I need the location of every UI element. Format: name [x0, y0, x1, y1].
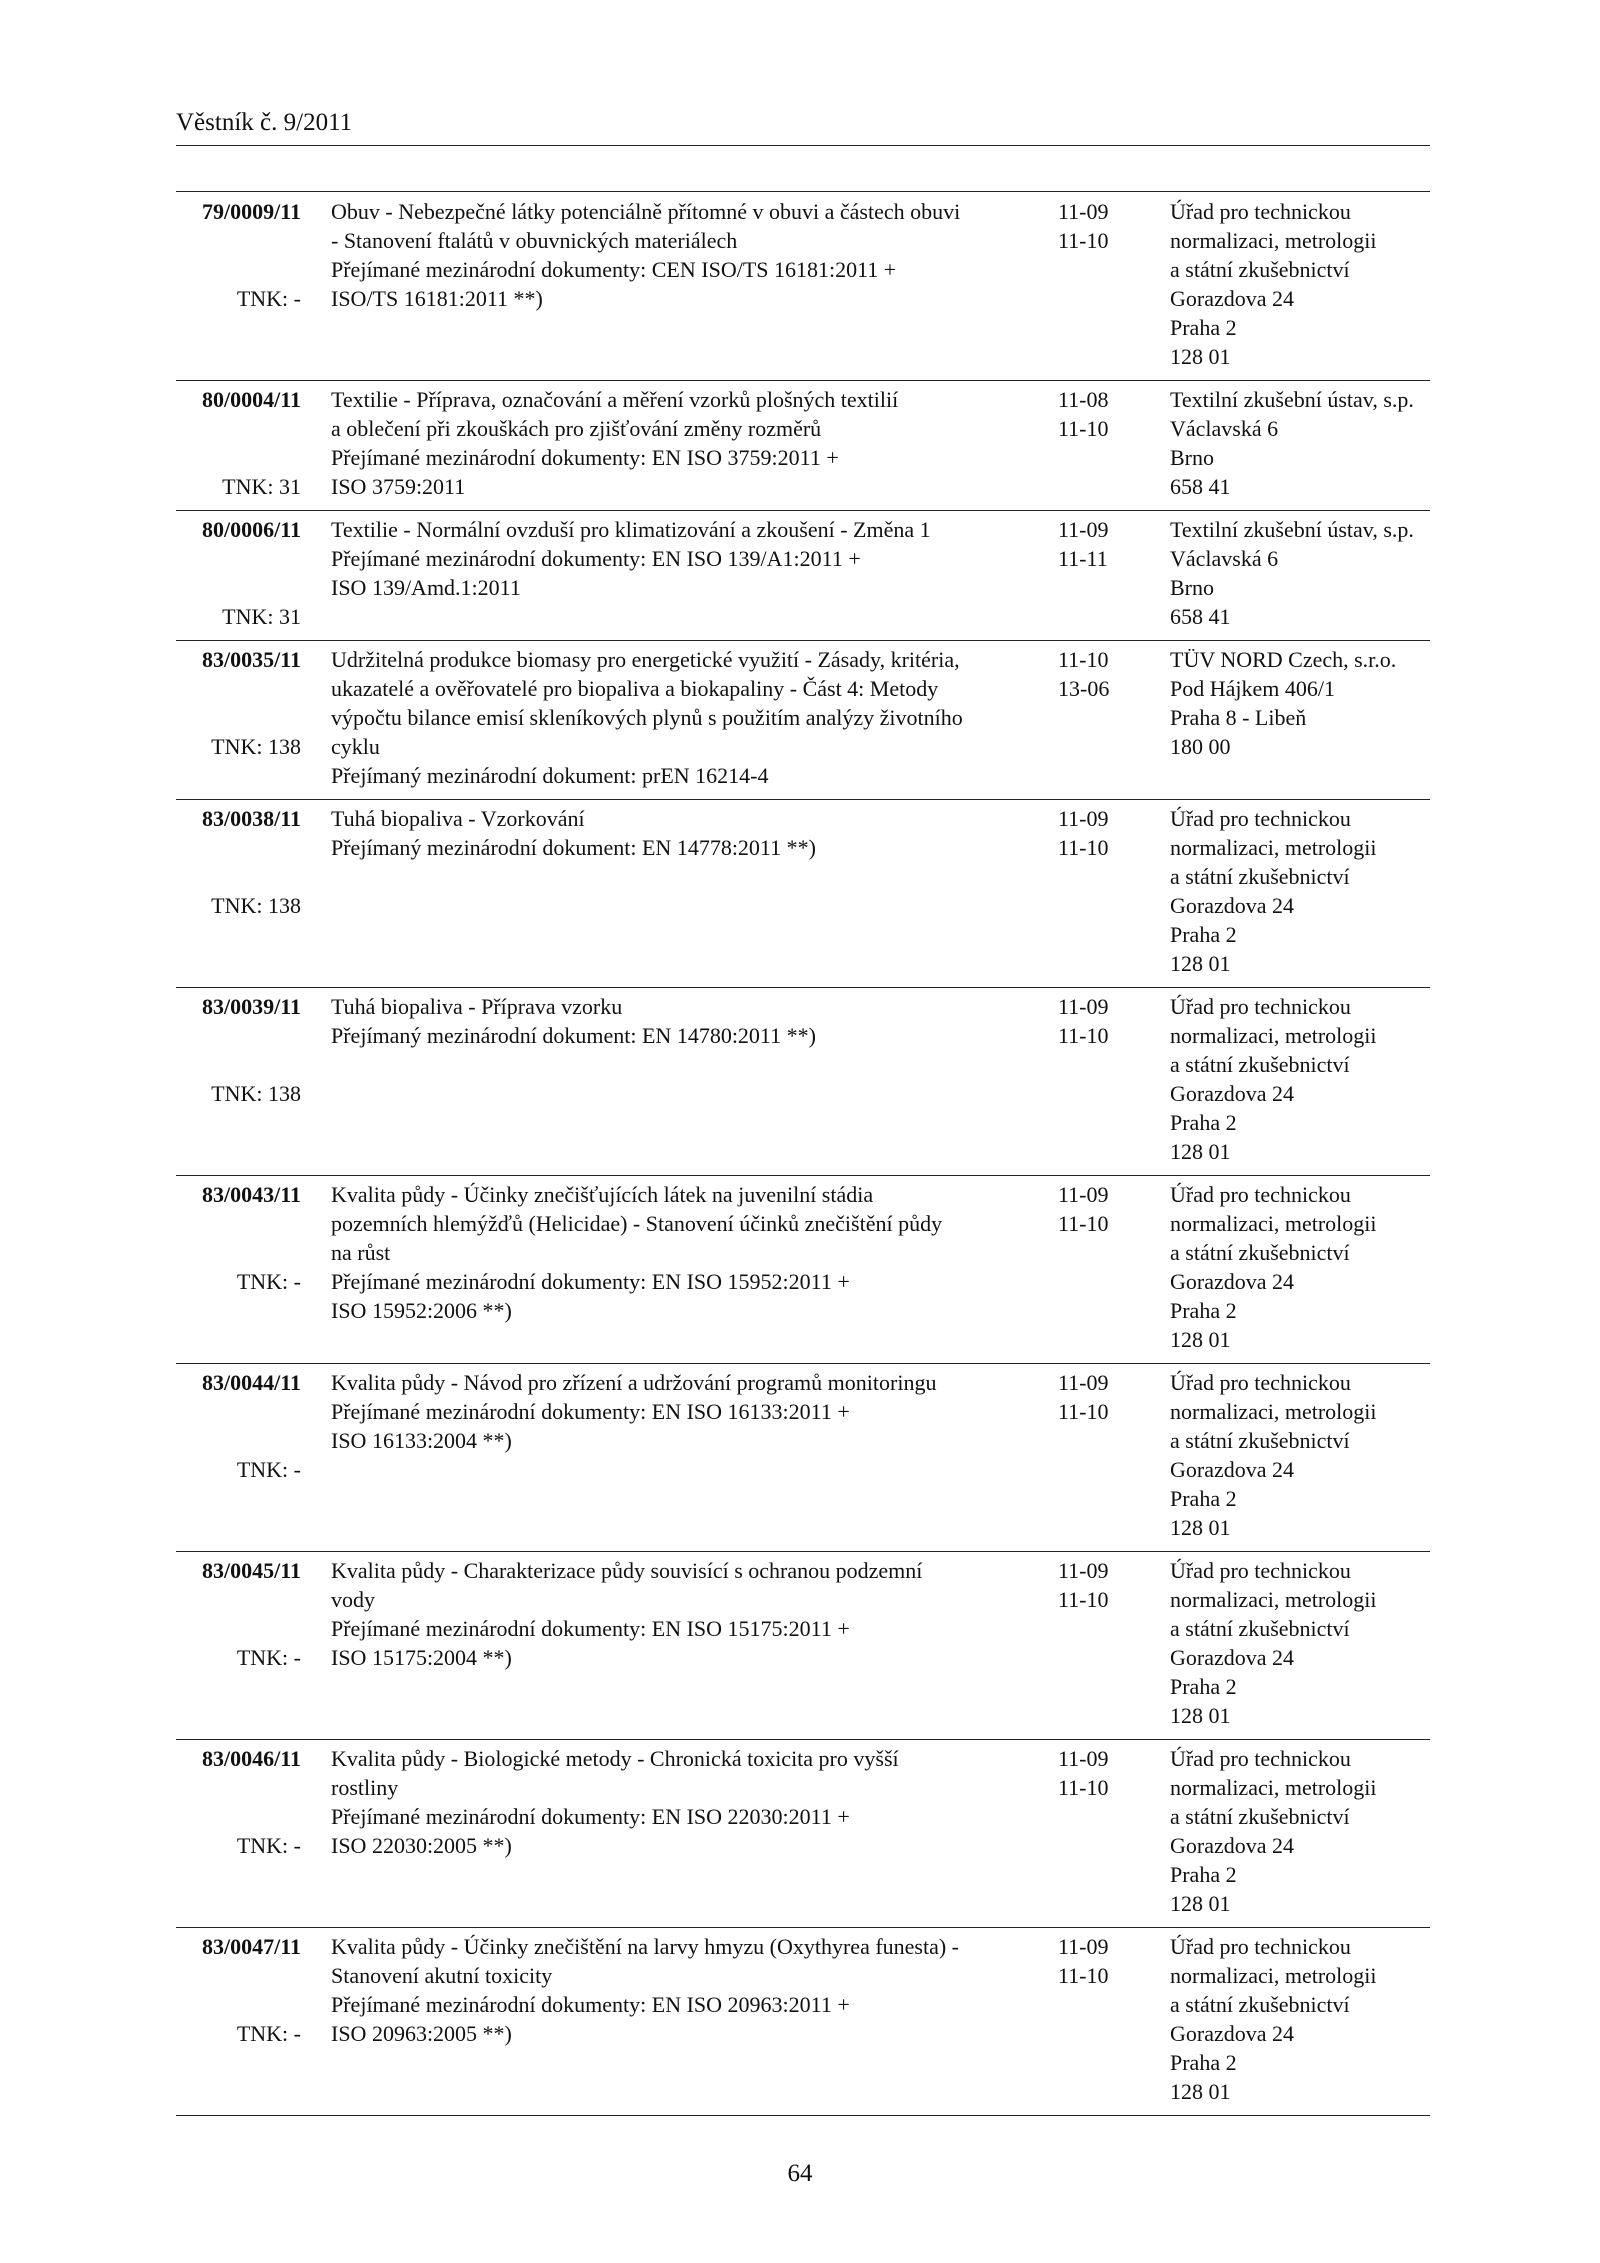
entry-id-cell: [176, 1368, 301, 1543]
entry-title: [331, 1932, 1031, 2048]
entry-code: 83/0047/11: [201, 1934, 301, 1959]
entry-id-cell: [176, 1556, 301, 1731]
table-row: [176, 1552, 1430, 1740]
date-line: 11-09: [1058, 1182, 1109, 1207]
entry-address: [1170, 197, 1440, 371]
entry-address: [1170, 1556, 1440, 1730]
title-line: ISO 15175:2004 **): [331, 1645, 512, 1670]
address-line: a státní zkušebnictví: [1170, 1616, 1350, 1641]
entry-tnk: TNK: 31: [222, 474, 301, 499]
address-line: Gorazdova 24: [1170, 286, 1295, 311]
address-line: Gorazdova 24: [1170, 1833, 1295, 1858]
table-row: [176, 800, 1430, 988]
address-line: normalizaci, metrologii: [1170, 1399, 1377, 1424]
date-line: 11-10: [1058, 835, 1109, 860]
date-line: 11-09: [1058, 806, 1109, 831]
title-line: - Stanovení ftalátů v obuvnických materiálech: [331, 228, 738, 253]
entry-tnk: TNK: 138: [211, 1081, 301, 1106]
date-line: 11-09: [1058, 517, 1109, 542]
entry-tnk: TNK: 138: [211, 893, 301, 918]
address-line: Praha 2: [1170, 1674, 1237, 1699]
title-line: Kvalita půdy - Biologické metody - Chronická toxicita pro vyšší: [331, 1746, 899, 1771]
address-line: normalizaci, metrologii: [1170, 1963, 1377, 1988]
title-line: pozemních hlemýžďů (Helicidae) - Stanovení účinků znečištění půdy: [331, 1211, 943, 1236]
address-line: Gorazdova 24: [1170, 1457, 1295, 1482]
entry-code: 83/0038/11: [201, 806, 301, 831]
address-line: Úřad pro technickou: [1170, 1558, 1351, 1583]
entry-code: 80/0004/11: [201, 387, 301, 412]
entry-title: [331, 1368, 1031, 1455]
entry-dates: [1058, 197, 1138, 255]
address-line: 128 01: [1170, 1515, 1231, 1540]
title-line: ISO 20963:2005 **): [331, 2021, 512, 2046]
entry-dates: [1058, 515, 1138, 573]
entry-code: 83/0035/11: [201, 647, 301, 672]
address-line: Úřad pro technickou: [1170, 806, 1351, 831]
entry-tnk: TNK: 31: [222, 604, 301, 629]
title-line: Přejímané mezinárodní dokumenty: EN ISO 20963:2011 +: [331, 1992, 850, 2017]
entry-id-cell: [176, 1932, 301, 2107]
title-line: Kvalita půdy - Charakterizace půdy souvisící s ochranou podzemní: [331, 1558, 923, 1583]
address-line: Gorazdova 24: [1170, 1081, 1295, 1106]
address-line: Václavská 6: [1170, 546, 1279, 571]
entry-tnk: TNK: -: [236, 286, 301, 311]
address-line: a státní zkušebnictví: [1170, 1240, 1350, 1265]
address-line: Gorazdova 24: [1170, 893, 1295, 918]
title-line: ISO 3759:2011: [331, 474, 466, 499]
entry-dates: [1058, 385, 1138, 443]
entry-code: 80/0006/11: [201, 517, 301, 542]
title-line: rostliny: [331, 1775, 399, 1800]
address-line: TÜV NORD Czech, s.r.o.: [1170, 647, 1397, 672]
title-line: Přejímaný mezinárodní dokument: EN 14778:2011 **): [331, 835, 816, 860]
table-row: [176, 1364, 1430, 1552]
title-line: Textilie - Příprava, označování a měření vzorků plošných textilií: [331, 387, 899, 412]
entry-title: [331, 804, 1031, 862]
address-line: normalizaci, metrologii: [1170, 835, 1377, 860]
entry-id-cell: [176, 992, 301, 1167]
entry-id-cell: [176, 385, 301, 502]
address-line: Gorazdova 24: [1170, 1645, 1295, 1670]
entry-address: [1170, 1744, 1440, 1918]
table-top-rule: [176, 191, 1430, 192]
entry-code: 83/0043/11: [201, 1182, 301, 1207]
entry-id-cell: [176, 1180, 301, 1355]
date-line: 11-11: [1058, 546, 1108, 571]
address-line: Úřad pro technickou: [1170, 1746, 1351, 1771]
title-line: Kvalita půdy - Účinky znečišťujících látek na juvenilní stádia: [331, 1182, 874, 1207]
entry-id-cell: [176, 197, 301, 372]
date-line: 11-10: [1058, 1399, 1109, 1424]
title-line: Stanovení akutní toxicity: [331, 1963, 553, 1988]
entry-address: [1170, 1932, 1440, 2106]
entry-dates: [1058, 1368, 1138, 1426]
address-line: a státní zkušebnictví: [1170, 864, 1350, 889]
entry-tnk: TNK: 138: [211, 734, 301, 759]
title-line: Přejímané mezinárodní dokumenty: EN ISO 15175:2011 +: [331, 1616, 850, 1641]
entry-title: [331, 197, 1031, 313]
address-line: a státní zkušebnictví: [1170, 257, 1350, 282]
entry-id-cell: [176, 804, 301, 979]
date-line: 11-10: [1058, 1587, 1109, 1612]
title-line: Přejímané mezinárodní dokumenty: EN ISO 3759:2011 +: [331, 445, 839, 470]
address-line: Praha 2: [1170, 1862, 1237, 1887]
address-line: 128 01: [1170, 1703, 1231, 1728]
table-row: [176, 1176, 1430, 1364]
title-line: ukazatelé a ověřovatelé pro biopaliva a biokapaliny - Část 4: Metody: [331, 676, 939, 701]
address-line: 128 01: [1170, 344, 1231, 369]
title-line: ISO 139/Amd.1:2011: [331, 575, 521, 600]
title-line: ISO 22030:2005 **): [331, 1833, 512, 1858]
entry-title: [331, 645, 1031, 790]
address-line: Praha 2: [1170, 922, 1237, 947]
address-line: Praha 2: [1170, 1110, 1237, 1135]
date-line: 11-10: [1058, 1775, 1109, 1800]
entry-tnk: TNK: -: [236, 1269, 301, 1294]
address-line: a státní zkušebnictví: [1170, 1052, 1350, 1077]
table-row: [176, 381, 1430, 511]
entry-dates: [1058, 1556, 1138, 1614]
title-line: Přejímané mezinárodní dokumenty: EN ISO 15952:2011 +: [331, 1269, 850, 1294]
address-line: normalizaci, metrologii: [1170, 1211, 1377, 1236]
date-line: 11-10: [1058, 416, 1109, 441]
header-divider: [176, 145, 1430, 146]
table-row: [176, 1740, 1430, 1928]
title-line: Přejímané mezinárodní dokumenty: EN ISO 16133:2011 +: [331, 1399, 850, 1424]
entry-tnk: TNK: -: [236, 1645, 301, 1670]
address-line: a státní zkušebnictví: [1170, 1992, 1350, 2017]
table-row: [176, 1928, 1430, 2116]
date-line: 11-09: [1058, 199, 1109, 224]
address-line: Textilní zkušební ústav, s.p.: [1170, 387, 1414, 412]
entry-dates: [1058, 1180, 1138, 1238]
entry-dates: [1058, 1744, 1138, 1802]
address-line: Úřad pro technickou: [1170, 994, 1351, 1019]
date-line: 11-09: [1058, 1370, 1109, 1395]
entry-code: 83/0044/11: [201, 1370, 301, 1395]
entry-code: 83/0045/11: [201, 1558, 301, 1583]
entry-address: [1170, 515, 1440, 631]
entry-id-cell: [176, 515, 301, 632]
address-line: Praha 2: [1170, 1486, 1237, 1511]
title-line: Přejímaný mezinárodní dokument: EN 14780:2011 **): [331, 1023, 816, 1048]
title-line: Přejímané mezinárodní dokumenty: CEN ISO/TS 16181:2011 +: [331, 257, 897, 282]
title-line: na růst: [331, 1240, 391, 1265]
entry-address: [1170, 804, 1440, 978]
page-header-title: Věstník č. 9/2011: [176, 109, 353, 136]
entry-address: [1170, 992, 1440, 1166]
title-line: Přejímaný mezinárodní dokument: prEN 16214-4: [331, 763, 769, 788]
address-line: Praha 8 - Libeň: [1170, 705, 1307, 730]
address-line: 180 00: [1170, 734, 1231, 759]
date-line: 11-10: [1058, 1211, 1109, 1236]
address-line: Praha 2: [1170, 315, 1237, 340]
entry-title: [331, 1744, 1031, 1860]
address-line: Úřad pro technickou: [1170, 1182, 1351, 1207]
title-line: vody: [331, 1587, 375, 1612]
title-line: Udržitelná produkce biomasy pro energetické využití - Zásady, kritéria,: [331, 647, 960, 672]
address-line: normalizaci, metrologii: [1170, 1775, 1377, 1800]
address-line: normalizaci, metrologii: [1170, 228, 1377, 253]
date-line: 11-09: [1058, 1558, 1109, 1583]
title-line: ISO/TS 16181:2011 **): [331, 286, 543, 311]
address-line: Pod Hájkem 406/1: [1170, 676, 1335, 701]
address-line: Gorazdova 24: [1170, 1269, 1295, 1294]
address-line: Úřad pro technickou: [1170, 199, 1351, 224]
date-line: 11-10: [1058, 1023, 1109, 1048]
entry-title: [331, 385, 1031, 501]
title-line: Textilie - Normální ovzduší pro klimatizování a zkoušení - Změna 1: [331, 517, 931, 542]
address-line: 658 41: [1170, 604, 1231, 629]
address-line: Textilní zkušební ústav, s.p.: [1170, 517, 1414, 542]
table-row: [176, 641, 1430, 800]
entry-address: [1170, 1180, 1440, 1354]
title-line: Tuhá biopaliva - Vzorkování: [331, 806, 585, 831]
entry-address: [1170, 645, 1440, 761]
address-line: Praha 2: [1170, 2050, 1237, 2075]
date-line: 11-09: [1058, 994, 1109, 1019]
title-line: výpočtu bilance emisí skleníkových plynů s použitím analýzy životního: [331, 705, 963, 730]
date-line: 11-09: [1058, 1934, 1109, 1959]
entry-tnk: TNK: -: [236, 1457, 301, 1482]
address-line: 658 41: [1170, 474, 1231, 499]
address-line: Gorazdova 24: [1170, 2021, 1295, 2046]
date-line: 11-10: [1058, 228, 1109, 253]
date-line: 13-06: [1058, 676, 1110, 701]
entry-code: 79/0009/11: [201, 199, 301, 224]
entry-id-cell: [176, 645, 301, 791]
title-line: Kvalita půdy - Účinky znečištění na larvy hmyzu (Oxythyrea funesta) -: [331, 1934, 960, 1959]
table-row: [176, 988, 1430, 1176]
address-line: 128 01: [1170, 1139, 1231, 1164]
address-line: Úřad pro technickou: [1170, 1370, 1351, 1395]
entry-dates: [1058, 804, 1138, 862]
title-line: Přejímané mezinárodní dokumenty: EN ISO 22030:2011 +: [331, 1804, 850, 1829]
address-line: Václavská 6: [1170, 416, 1279, 441]
address-line: normalizaci, metrologii: [1170, 1587, 1377, 1612]
address-line: Brno: [1170, 575, 1214, 600]
address-line: 128 01: [1170, 1891, 1231, 1916]
address-line: 128 01: [1170, 1327, 1231, 1352]
title-line: Obuv - Nebezpečné látky potenciálně přítomné v obuvi a částech obuvi: [331, 199, 961, 224]
entry-tnk: TNK: -: [236, 2021, 301, 2046]
entry-dates: [1058, 645, 1138, 703]
page-number: 64: [787, 2160, 813, 2187]
address-line: Praha 2: [1170, 1298, 1237, 1323]
address-line: 128 01: [1170, 2079, 1231, 2104]
table-row: [176, 511, 1430, 641]
entry-code: 83/0039/11: [201, 994, 301, 1019]
entry-title: [331, 1180, 1031, 1325]
address-line: 128 01: [1170, 951, 1231, 976]
standards-table: [176, 193, 1430, 2116]
entry-code: 83/0046/11: [201, 1746, 301, 1771]
entry-address: [1170, 1368, 1440, 1542]
table-row: [176, 193, 1430, 381]
title-line: a oblečení při zkouškách pro zjišťování změny rozměrů: [331, 416, 822, 441]
address-line: Brno: [1170, 445, 1214, 470]
date-line: 11-10: [1058, 1963, 1109, 1988]
address-line: normalizaci, metrologii: [1170, 1023, 1377, 1048]
date-line: 11-08: [1058, 387, 1109, 412]
address-line: a státní zkušebnictví: [1170, 1804, 1350, 1829]
address-line: a státní zkušebnictví: [1170, 1428, 1350, 1453]
entry-dates: [1058, 1932, 1138, 1990]
title-line: Přejímané mezinárodní dokumenty: EN ISO 139/A1:2011 +: [331, 546, 861, 571]
title-line: ISO 15952:2006 **): [331, 1298, 512, 1323]
date-line: 11-10: [1058, 647, 1109, 672]
entry-dates: [1058, 992, 1138, 1050]
title-line: ISO 16133:2004 **): [331, 1428, 512, 1453]
entry-title: [331, 1556, 1031, 1672]
title-line: Kvalita půdy - Návod pro zřízení a udržování programů monitoringu: [331, 1370, 937, 1395]
title-line: cyklu: [331, 734, 380, 759]
entry-title: [331, 992, 1031, 1050]
entry-tnk: TNK: -: [236, 1833, 301, 1858]
entry-id-cell: [176, 1744, 301, 1919]
date-line: 11-09: [1058, 1746, 1109, 1771]
entry-address: [1170, 385, 1440, 501]
address-line: Úřad pro technickou: [1170, 1934, 1351, 1959]
entry-title: [331, 515, 1031, 602]
title-line: Tuhá biopaliva - Příprava vzorku: [331, 994, 623, 1019]
